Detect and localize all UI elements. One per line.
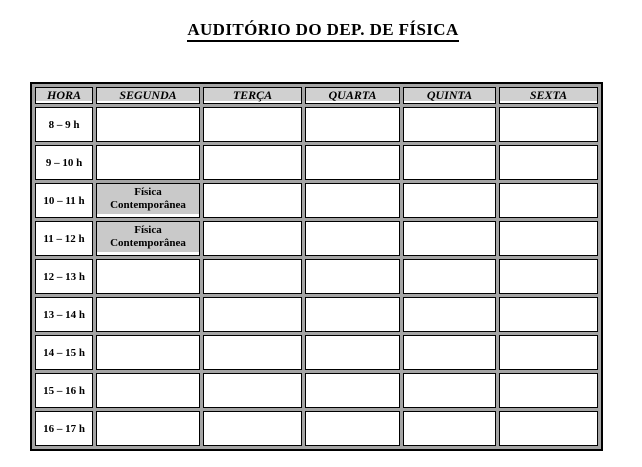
schedule-cell xyxy=(499,297,598,332)
schedule-cell xyxy=(499,107,598,142)
schedule-cell xyxy=(403,373,496,408)
table-row xyxy=(35,335,598,370)
event-label: Física Contemporânea xyxy=(97,222,199,252)
schedule-cell xyxy=(96,297,200,332)
schedule-cell xyxy=(203,297,302,332)
schedule-cell xyxy=(96,411,200,446)
schedule-cell xyxy=(203,145,302,180)
schedule-cell xyxy=(96,221,200,256)
table-row xyxy=(35,107,598,142)
column-header-quinta: QUINTA xyxy=(403,87,496,104)
table-row xyxy=(35,183,598,218)
event-label: Física Contemporânea xyxy=(97,184,199,214)
column-header-quarta: QUARTA xyxy=(305,87,400,104)
schedule-cell xyxy=(305,373,400,408)
table-row xyxy=(35,411,598,446)
time-cell: 12 – 13 h xyxy=(35,259,93,294)
schedule-cell xyxy=(305,335,400,370)
schedule-cell xyxy=(203,335,302,370)
time-cell: 15 – 16 h xyxy=(35,373,93,408)
page-title-text: AUDITÓRIO DO DEP. DE FÍSICA xyxy=(187,20,458,42)
column-header-sexta: SEXTA xyxy=(499,87,598,104)
schedule-table xyxy=(30,82,603,451)
schedule-cell xyxy=(203,221,302,256)
schedule-cell xyxy=(499,145,598,180)
time-cell: 13 – 14 h xyxy=(35,297,93,332)
table-row xyxy=(35,259,598,294)
schedule-cell xyxy=(305,183,400,218)
schedule-cell xyxy=(403,259,496,294)
schedule-cell xyxy=(499,183,598,218)
schedule-cell xyxy=(305,297,400,332)
schedule-cell xyxy=(96,335,200,370)
schedule-cell xyxy=(203,107,302,142)
time-cell: 8 – 9 h xyxy=(35,107,93,142)
time-cell: 11 – 12 h xyxy=(35,221,93,256)
schedule-cell xyxy=(305,145,400,180)
schedule-cell xyxy=(203,183,302,218)
column-header-hora: HORA xyxy=(35,87,93,104)
page-title xyxy=(30,20,616,40)
table-row xyxy=(35,221,598,256)
schedule-cell xyxy=(305,221,400,256)
schedule-cell xyxy=(403,183,496,218)
time-cell: 16 – 17 h xyxy=(35,411,93,446)
schedule-cell xyxy=(96,183,200,218)
schedule-cell xyxy=(203,411,302,446)
schedule-cell xyxy=(499,411,598,446)
table-row xyxy=(35,297,598,332)
schedule-cell xyxy=(305,259,400,294)
schedule-cell xyxy=(403,221,496,256)
schedule-cell xyxy=(403,107,496,142)
schedule-cell xyxy=(403,335,496,370)
schedule-cell xyxy=(499,259,598,294)
schedule-cell xyxy=(403,145,496,180)
time-cell: 10 – 11 h xyxy=(35,183,93,218)
header-row xyxy=(35,87,598,104)
schedule-cell xyxy=(203,259,302,294)
schedule-cell xyxy=(305,411,400,446)
schedule-cell xyxy=(403,297,496,332)
schedule-cell xyxy=(499,373,598,408)
schedule-cell xyxy=(305,107,400,142)
schedule-cell xyxy=(96,145,200,180)
schedule-cell xyxy=(403,411,496,446)
schedule-cell xyxy=(499,221,598,256)
schedule-cell xyxy=(499,335,598,370)
column-header-terca: TERÇA xyxy=(203,87,302,104)
schedule-cell xyxy=(203,373,302,408)
time-cell: 14 – 15 h xyxy=(35,335,93,370)
schedule-cell xyxy=(96,373,200,408)
time-cell: 9 – 10 h xyxy=(35,145,93,180)
schedule-cell xyxy=(96,107,200,142)
schedule-cell xyxy=(96,259,200,294)
table-row xyxy=(35,145,598,180)
column-header-segunda: SEGUNDA xyxy=(96,87,200,104)
table-row xyxy=(35,373,598,408)
